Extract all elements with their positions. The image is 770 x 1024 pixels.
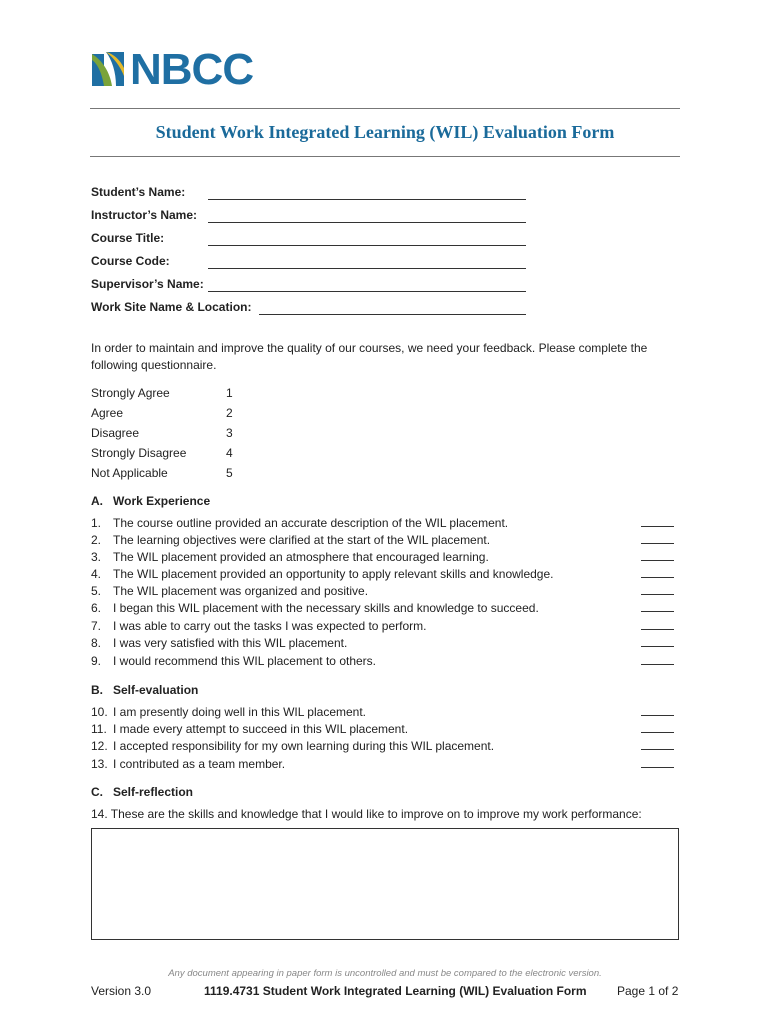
section-a-heading [91, 494, 210, 508]
footer-disclaimer: Any document appearing in paper form is uncontrolled and must be compared to the electronic version. [168, 968, 602, 979]
footer-version: Version 3.0 [91, 984, 152, 998]
rating-blank[interactable] [641, 767, 674, 768]
section-title: Work Experience [113, 494, 211, 508]
course-title-field[interactable] [208, 245, 526, 246]
rating-blank[interactable] [641, 646, 674, 647]
rating-blank[interactable] [641, 664, 674, 665]
question-14-text: 14. These are the skills and knowledge that I would like to improve on to improve my work performance: [91, 807, 642, 821]
question-text: I accepted responsibility for my own learning during this WIL placement. [113, 739, 495, 753]
header-rule-bottom [90, 156, 680, 157]
rating-blank[interactable] [641, 543, 674, 544]
scale-label: Strongly Disagree [91, 446, 187, 460]
question-text: The WIL placement was organized and positive. [113, 584, 369, 598]
footer-page-number: Page 1 of 2 [617, 984, 679, 998]
scale-row [91, 446, 251, 466]
question-number: 9. [91, 654, 102, 668]
rating-blank[interactable] [641, 577, 674, 578]
question-row [91, 722, 681, 739]
section-b-heading [91, 683, 198, 697]
question-text: The course outline provided an accurate description of the WIL placement. [113, 516, 509, 530]
question-text: I would recommend this WIL placement to others. [113, 654, 377, 668]
question-row [91, 516, 681, 533]
question-row [91, 757, 681, 774]
rating-blank[interactable] [641, 560, 674, 561]
question-row [91, 550, 681, 567]
question-number: 1. [91, 516, 102, 530]
section-letter: C. [91, 785, 103, 799]
question-number: 13. [91, 757, 108, 771]
question-row [91, 601, 681, 618]
logo-text: NBCC [130, 45, 254, 94]
instructor-name-field[interactable] [208, 222, 526, 223]
question-text: I was very satisfied with this WIL placement. [113, 636, 348, 650]
section-letter: A. [91, 494, 103, 508]
question-text: The learning objectives were clarified at the start of the WIL placement. [113, 533, 491, 547]
question-text: I was able to carry out the tasks I was expected to perform. [113, 619, 427, 633]
rating-blank[interactable] [641, 611, 674, 612]
rating-blank[interactable] [641, 594, 674, 595]
section-c-heading [91, 785, 193, 799]
form-title: Student Work Integrated Learning (WIL) Evaluation Form [155, 122, 615, 142]
question-row [91, 584, 681, 601]
question-text: I made every attempt to succeed in this WIL placement. [113, 722, 409, 736]
question-number: 3. [91, 550, 102, 564]
rating-blank[interactable] [641, 715, 674, 716]
question-text: The WIL placement provided an atmosphere that encouraged learning. [113, 550, 489, 564]
rating-blank[interactable] [641, 749, 674, 750]
question-row [91, 567, 681, 584]
student-name-field[interactable] [208, 199, 526, 200]
question-text: I contributed as a team member. [113, 757, 286, 771]
scale-label: Agree [91, 406, 124, 420]
scale-label: Disagree [91, 426, 140, 440]
question-row [91, 619, 681, 636]
student-name-label: Student’s Name: [91, 185, 186, 199]
question-row [91, 533, 681, 550]
nbcc-logo [90, 45, 254, 94]
scale-value: 3 [226, 426, 233, 440]
work-site-label: Work Site Name & Location: [91, 300, 252, 314]
scale-row [91, 466, 251, 486]
question-text: The WIL placement provided an opportunity to apply relevant skills and knowledge. [113, 567, 554, 581]
work-site-field[interactable] [259, 314, 526, 315]
question-row [91, 739, 681, 756]
supervisor-name-field[interactable] [208, 291, 526, 292]
scale-label: Strongly Agree [91, 386, 170, 400]
section-title: Self-reflection [113, 785, 194, 799]
scale-row [91, 386, 251, 406]
scale-value: 5 [226, 466, 233, 480]
nbcc-logo-mark-icon [90, 50, 126, 90]
header-rule-top [90, 108, 680, 109]
question-row [91, 636, 681, 653]
section-title: Self-evaluation [113, 683, 199, 697]
footer-doc-title: 1119.4731 Student Work Integrated Learning (WIL) Evaluation Form [204, 984, 587, 998]
question-number: 12. [91, 739, 108, 753]
scale-row [91, 426, 251, 446]
scale-value: 4 [226, 446, 233, 460]
rating-blank[interactable] [641, 526, 674, 527]
scale-row [91, 406, 251, 426]
question-number: 6. [91, 601, 102, 615]
supervisor-name-label: Supervisor’s Name: [91, 277, 204, 291]
question-number: 5. [91, 584, 102, 598]
question-text: I began this WIL placement with the necessary skills and knowledge to succeed. [113, 601, 539, 615]
rating-blank[interactable] [641, 629, 674, 630]
course-code-label: Course Code: [91, 254, 170, 268]
intro-paragraph: In order to maintain and improve the quality of our courses, we need your feedback. Please complete the following questionnaire. [91, 341, 648, 372]
instructor-name-label: Instructor’s Name: [91, 208, 198, 222]
scale-value: 1 [226, 386, 233, 400]
section-letter: B. [91, 683, 103, 697]
scale-label: Not Applicable [91, 466, 168, 480]
self-reflection-textbox[interactable] [91, 828, 679, 940]
question-number: 10. [91, 705, 108, 719]
question-number: 8. [91, 636, 102, 650]
rating-blank[interactable] [641, 732, 674, 733]
question-number: 2. [91, 533, 102, 547]
course-title-label: Course Title: [91, 231, 165, 245]
course-code-field[interactable] [208, 268, 526, 269]
question-number: 4. [91, 567, 102, 581]
question-number: 7. [91, 619, 102, 633]
question-row [91, 654, 681, 671]
question-number: 11. [91, 722, 107, 736]
question-row [91, 705, 681, 722]
question-text: I am presently doing well in this WIL placement. [113, 705, 367, 719]
scale-value: 2 [226, 406, 233, 420]
